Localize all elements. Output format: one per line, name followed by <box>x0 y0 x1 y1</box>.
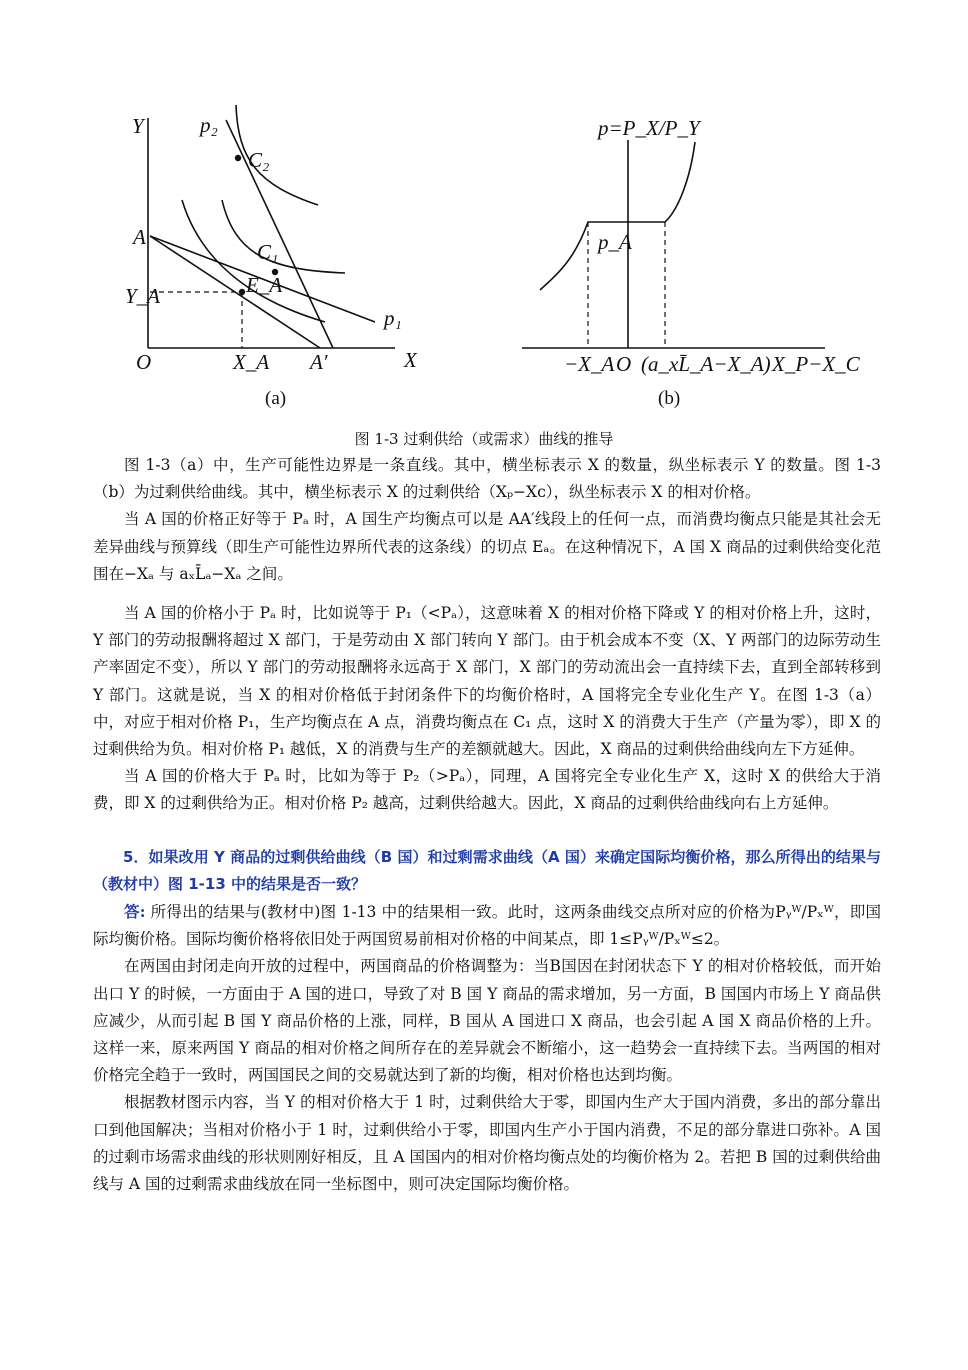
paragraph-1: 图 1-3（a）中，生产可能性边界是一条直线。其中，横坐标表示 X 的数量，纵坐标表示 Y 的数量。图 1-3（b）为过剩供给曲线。其中，横坐标表示 X 的过剩供给（Xₚ−Xᴄ），纵坐标表示 X 的相对价格。 <box>93 456 881 502</box>
right-x-axis-label: X_P−X_C <box>772 352 860 376</box>
p1-label: p₁ <box>384 306 402 330</box>
paragraph-2: 当 A 国的价格正好等于 Pₐ 时，A 国生产均衡点可以是 AA′线段上的任何一点，而消费均衡点只能是其社会无差异曲线与预算线（即生产可能性边界所代表的这条线）的切点 Eₐ。在这种情况下，A 国 X 商品的过剩供给变化范围在−Xₐ 与 aₓL̄ₐ−Xₐ 之间。 <box>93 510 881 583</box>
figure-1-3 <box>0 0 968 445</box>
c2-point <box>235 155 241 161</box>
a-prime-label: A′ <box>310 350 328 374</box>
body-text <box>93 452 881 1198</box>
figure-caption: 图 1-3 过剩供给（或需求）曲线的推导 <box>354 430 614 448</box>
a-label: A <box>133 225 146 249</box>
answer-text: 所得出的结果与(教材中)图 1-13 中的结果相一致。此时，这两条曲线交点所对应的价格为Pᵧᵂ/Pₓᵂ，即国际均衡价格。国际均衡价格将依旧处于两国贸易前相对价格的中间某点，即 1≤Pᵧᵂ/Pₓᵂ≤2。 <box>93 903 881 949</box>
xa-label: X_A <box>233 350 270 374</box>
right-origin-label: O <box>616 352 632 376</box>
answer-paragraph-2: 在两国由封闭走向开放的过程中，两国商品的价格调整为：当B国因在封闭状态下 Y 的相对价格较低，而开始出口 Y 的时候，一方面由于 A 国的进口，导致了对 B 国 Y 商品的需求增加，另一方面，B 国国内市场上 Y 商品供应减少，从而引起 B 国 Y 商品价格的上涨，同样，B 国从 A 国进口 X 商品，也会引起 A 国 X 商品价格的上升。这样一来，原来两国 Y 商品的相对价格之间所存在的差异就会不断缩小，这一趋势会一直持续下去。当两国的相对价格完全趋于一致时，两国国民之间的交易就达到了新的均衡，相对价格也达到均衡。 <box>93 957 881 1085</box>
left-x-axis-label: X <box>404 348 417 372</box>
excess-supply-curve <box>540 142 695 290</box>
neg-xa-label: −X_A <box>564 352 615 376</box>
left-y-axis-label: Y <box>132 114 144 138</box>
ea-label: E_A <box>246 273 283 297</box>
right-title-label: p=P_X/P_Y <box>598 116 700 140</box>
answer-paragraph-3: 根据教材图示内容，当 Y 的相对价格大于 1 时，过剩供给大于零，即国内生产大于国内消费，多出的部分靠出口到他国解决；当相对价格小于 1 时，过剩供给小于零，即国内生产小于国内消费，不足的部分靠进口弥补。A 国的过剩市场需求曲线的形状则刚好相反，且 A 国国内的相对价格均衡点处的均衡价格为 2。若把 B 国的过剩供给曲线与 A 国的过剩需求曲线放在同一坐标图中，则可决定国际均衡价格。 <box>93 1093 881 1194</box>
ya-label: Y_A <box>125 284 161 308</box>
paragraph-4: 当 A 国的价格大于 Pₐ 时，比如为等于 P₂（>Pₐ），同理，A 国将完全专业化生产 X，这时 X 的供给大于消费，即 X 的过剩供给为正。相对价格 P₂ 越高，过剩供给越大。因此，X 商品的过剩供给曲线向右上方延伸。 <box>93 767 881 813</box>
ea-point <box>239 289 245 295</box>
mid-label: (a_xL̄_A−X_A) <box>641 352 771 376</box>
p2-label: p₂ <box>200 113 218 137</box>
c1-label: C₁ <box>257 240 279 264</box>
answer-paragraph <box>93 898 881 953</box>
question-5: 5．如果改用 Y 商品的过剩供给曲线（B 国）和过剩需求曲线（A 国）来确定国际均衡价格，那么所得出的结果与（教材中）图 1-13 中的结果是否一致？ <box>93 847 881 893</box>
c2-label: C₂ <box>248 148 270 172</box>
indiff-curve-c1 <box>222 200 345 273</box>
pa-label: p_A <box>598 230 632 254</box>
subfigure-b-label: (b) <box>658 388 681 409</box>
subfigure-a-label: (a) <box>265 388 287 409</box>
left-origin-label: O <box>136 350 152 374</box>
answer-label: 答: <box>124 902 146 922</box>
figure-svg <box>0 0 968 445</box>
paragraph-3: 当 A 国的价格小于 Pₐ 时，比如说等于 P₁（<Pₐ），这意味着 X 的相对价格下降或 Y 的相对价格上升，这时，Y 部门的劳动报酬将超过 X 部门，于是劳动由 X 部门转向 Y 部门。由于机会成本不变（X、Y 两部门的边际劳动生产率固定不变），所以 Y 部门的劳动报酬将永远高于 X 部门，X 部门的劳动流出会一直持续下去，直到全部转移到 Y 部门。这就是说，当 X 的相对价格低于封闭条件下的均衡价格时，A 国将完全专业化生产 Y。在图 1-3（a）中，对应于相对价格 P₁，生产均衡点在 A 点，消费均衡点在 C₁ 点，这时 X 的消费大于生产（产量为零），即 X 的过剩供给为负。相对价格 P₁ 越低，X 的消费与生产的差额就越大。因此，X 商品的过剩供给曲线向左下方延伸。 <box>93 604 881 759</box>
